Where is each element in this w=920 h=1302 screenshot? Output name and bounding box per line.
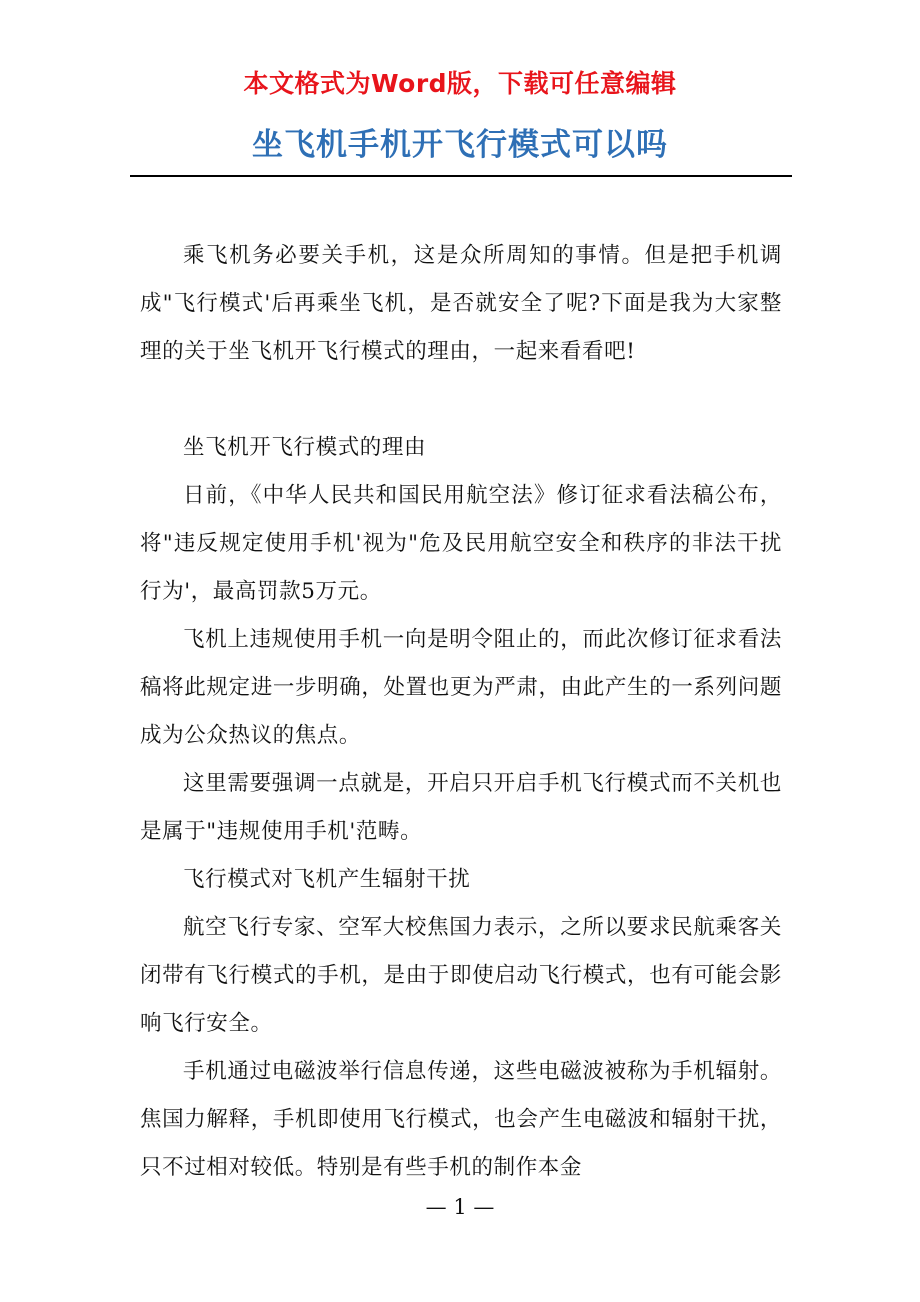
paragraph-flight-mode-note: 这里需要强调一点就是，开启只开启手机飞行模式而不关机也是属于"违规使用手机'范畴。	[140, 771, 782, 844]
section-heading-radiation: 飞行模式对飞机产生辐射干扰	[183, 867, 471, 892]
paragraph-radiation-explanation: 手机通过电磁波举行信息传递，这些电磁波被称为手机辐射。焦国力解释，手机即使用飞行模式，也会产生电磁波和辐射干扰，只不过相对较低。特别是有些手机的制作本金	[140, 1059, 782, 1180]
section-heading-reasons: 坐飞机开飞行模式的理由	[183, 435, 427, 460]
intro-paragraph: 乘飞机务必要关手机，这是众所周知的事情。但是把手机调成"飞行模式'后再乘坐飞机，是否就安全了呢?下面是我为大家整理的关于坐飞机开飞行模式的理由，一起来看看吧!	[140, 243, 782, 364]
format-notice: 本文格式为Word版，下载可任意编辑	[243, 69, 677, 98]
paragraph-prohibition: 飞机上违规使用手机一向是明令阻止的，而此次修订征求看法稿将此规定进一步明确，处置也更为严肃，由此产生的一系列问题成为公众热议的焦点。	[140, 627, 782, 748]
document-title: 坐飞机手机开飞行模式可以吗	[252, 127, 668, 163]
title-divider	[130, 175, 792, 177]
document-body	[140, 232, 782, 1192]
paragraph-expert-statement: 航空飞行专家、空军大校焦国力表示，之所以要求民航乘客关闭带有飞行模式的手机，是由于即使启动飞行模式，也有可能会影响飞行安全。	[140, 915, 782, 1036]
page-number: — 1 —	[425, 1195, 495, 1219]
paragraph-spacer	[140, 376, 782, 424]
paragraph-law-revision: 日前，《中华人民共和国民用航空法》修订征求看法稿公布，将"违反规定使用手机'视为"危及民用航空安全和秩序的非法干扰行为'，最高罚款5万元。	[140, 483, 782, 604]
